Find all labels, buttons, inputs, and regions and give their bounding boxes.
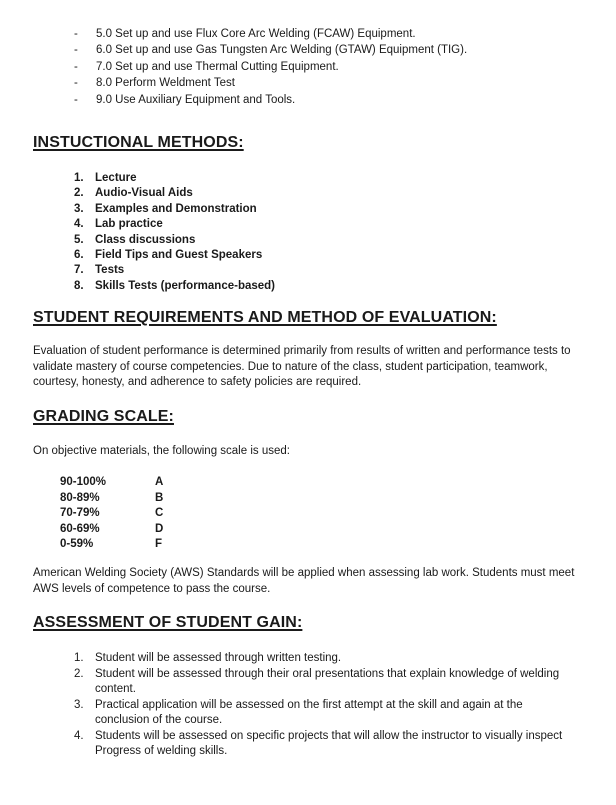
list-item: 3. Practical application will be assessed on the first attempt at the skill and again at the conclusion of the course. [74, 698, 523, 726]
list-item: - 8.0 Perform Weldment Test [74, 77, 235, 90]
assessment-heading: ASSESSMENT OF STUDENT GAIN: [33, 614, 303, 631]
assessment-list [74, 651, 574, 760]
table-row: 90-100% A [60, 476, 164, 488]
grading-intro: On objective materials, the following scale is used: [33, 445, 290, 457]
instructional-methods-heading: INSTUCTIONAL METHODS: [33, 134, 244, 151]
grading-scale-table [60, 475, 163, 553]
list-item: - 7.0 Set up and use Thermal Cutting Equipment. [74, 60, 339, 73]
list-item: 4. Lab practice [74, 218, 163, 231]
grading-scale-heading: GRADING SCALE: [33, 408, 174, 425]
list-item: 3. Examples and Demonstration [74, 202, 257, 215]
list-item: 4. Students will be assessed on specific projects that will allow the instructor to visually inspect Progress of welding skills. [74, 729, 563, 757]
list-item: 7. Tests [74, 264, 125, 277]
list-item: 8. Skills Tests (performance-based) [74, 279, 276, 292]
list-item: 2. Student will be assessed through their oral presentations that explain knowledge of welding content. [74, 667, 560, 695]
table-row: 80-89% B [60, 491, 164, 504]
list-item: 6. Field Tips and Guest Speakers [74, 249, 263, 262]
list-item: 1. Lecture [74, 172, 137, 184]
student-requirements-heading: STUDENT REQUIREMENTS AND METHOD OF EVALUATION: [33, 309, 497, 326]
table-row: 60-69% D [60, 522, 164, 535]
aws-standards-paragraph: American Welding Society (AWS) Standards will be applied when assessing lab work. Students must meet AWS levels of competence to pass the course. [33, 567, 575, 595]
list-item: - 5.0 Set up and use Flux Core Arc Welding (FCAW) Equipment. [74, 28, 416, 40]
evaluation-paragraph: Evaluation of student performance is determined primarily from results of written and performance tests to validate mastery of course competencies. Due to nature of the class, student participation, teamwork, courtesy, honesty, and adherence to safety policies are required. [33, 345, 571, 389]
table-row: 0-59% F [60, 538, 163, 550]
list-item: - 6.0 Set up and use Gas Tungsten Arc Welding (GTAW) Equipment (TIG). [74, 44, 468, 57]
table-row: 70-79% C [60, 507, 164, 519]
list-item: 2. Audio-Visual Aids [74, 187, 193, 200]
competency-list [74, 26, 467, 108]
list-item: 5. Class discussions [74, 233, 196, 246]
list-item: - 9.0 Use Auxiliary Equipment and Tools. [74, 93, 296, 106]
instructional-methods-list [74, 171, 275, 294]
list-item: 1. Student will be assessed through written testing. [74, 652, 342, 664]
